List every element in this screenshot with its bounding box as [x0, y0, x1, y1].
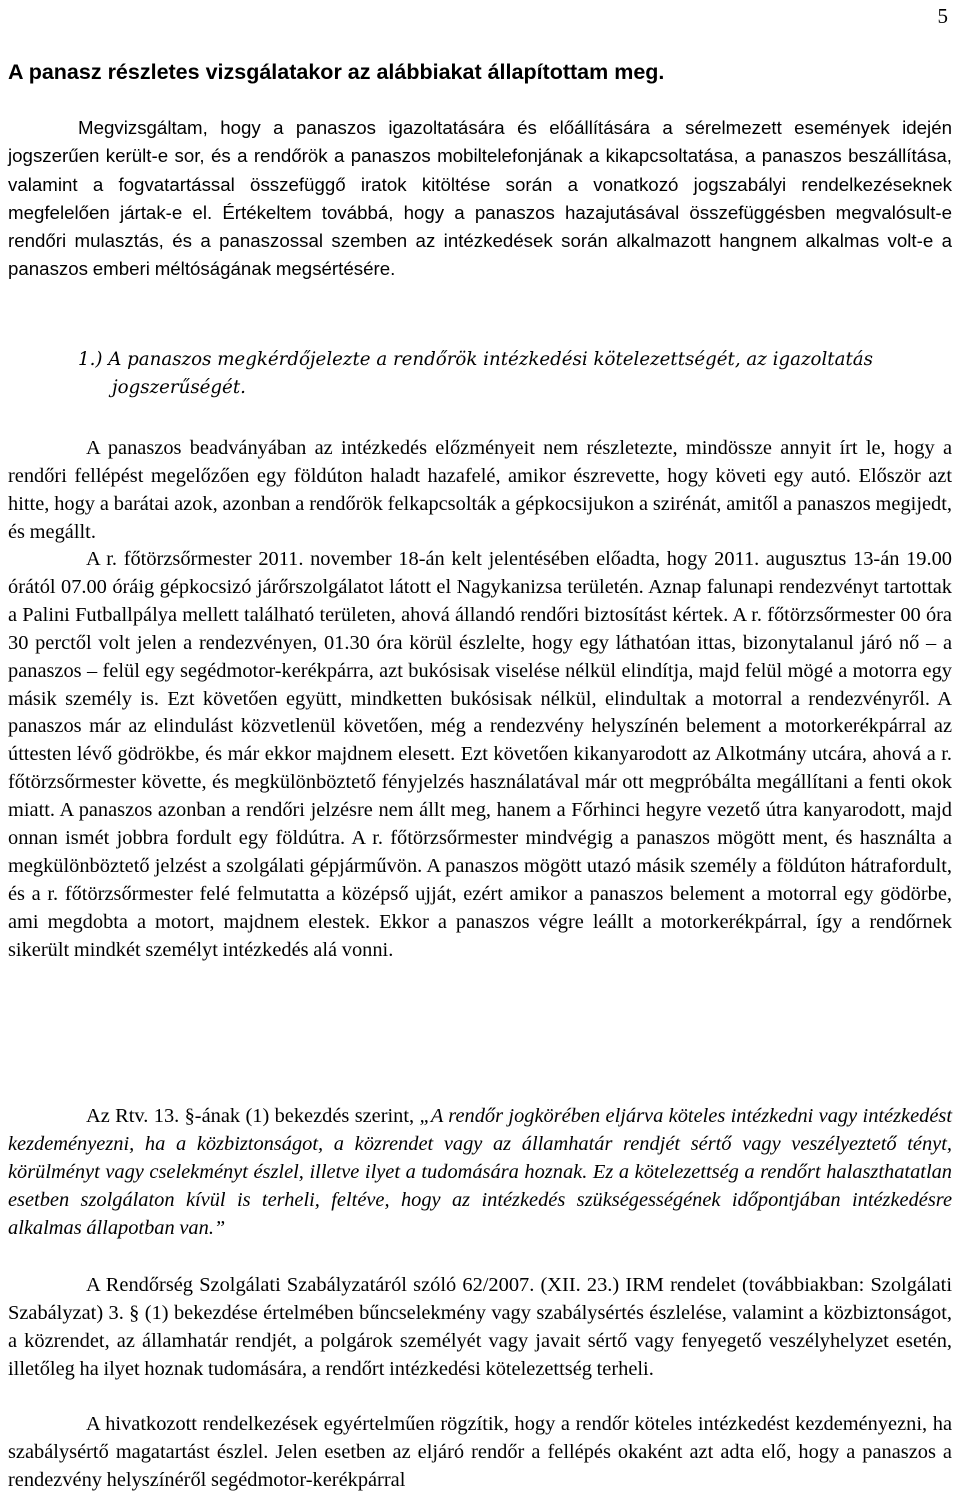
intro-paragraph: Megvizsgáltam, hogy a panaszos igazoltatására és előállítására a sérelmezett események idején jogszerűen került-e sor, és a rendőrök a panaszos mobiltelefonjának a kikapcsoltatása, a panaszos beszállítása, valamint a fogvatartással összefüggő iratok kitöltése során a vonatkozó jogszabályi rendelkezéseknek megfelelően jártak-e el. Értékeltem továbbá, hogy a panaszos hazajutásával összefüggésben megvalósult-e rendőri mulasztás, és a panaszossal szemben az intézkedések során alkalmazott hangnem alkalmas volt-e a panaszos emberi méltóságának megsértésére.: [8, 117, 952, 280]
body-paragraph-4: A Rendőrség Szolgálati Szabályzatáról szóló 62/2007. (XII. 23.) IRM rendelet (továbbiakban: Szolgálati Szabályzat) 3. § (1) bekezdése értelmében bűncselekmény vagy szabálysértés észlelése, valamint a közbiztonságot, a közrendet, az államhatár rendjét, a polgárok személyét vagy javait sértő vagy fenyegető veszélyhelyzet esetén, illetőleg ha ilyet hoznak tudomására, a rendőrt intézkedési kötelezettség terheli.: [8, 1274, 952, 1380]
body-paragraph-1: A panaszos beadványában az intézkedés előzményeit nem részletezte, mindössze annyit írt le, hogy a rendőri fellépést megelőzően egy földúton haladt hazafelé, amikor észrevette, hogy követi egy autó. Először azt hitte, hogy a barátai azok, azonban a rendőrök felkapcsolták a gépkocsijukon a szirénát, amitől a panaszos megijedt, és megállt.: [8, 437, 952, 543]
body-paragraph-5: A hivatkozott rendelkezések egyértelműen rögzítik, hogy a rendőr köteles intézkedést kezdeményezni, ha szabálysértő magatartást észlel. Jelen esetben az eljáró rendőr a fellépés okaként azt adta elő, hogy a panaszos a rendezvény helyszínéről segédmotor-kerékpárral: [8, 1413, 952, 1491]
body-paragraph-2: A r. főtörzsőrmester 2011. november 18-án kelt jelentésében előadta, hogy 2011. augusztus 13-án 19.00 órától 07.00 óráig gépkocsizó járőrszolgálatot látott el Nagykanizsa területén. Aznap falunapi rendezvényt tartottak a Palini Futballpálya mellett található területen, ahová állandó rendőri biztosítást kértek. A r. főtörzsőrmester 00 óra 30 perctől volt jelen a rendezvényen, 01.30 óra körül észlelte, hogy egy láthatóan ittas, bizonytalanul járó nő – a panaszos – felül egy segédmotor-kerékpárra, azt bukósisak viselése nélkül elindítja, majd felül mögé a motorra egy másik személy is. Ezt követően együtt, mindketten bukósisak nélkül, elindultak a motorral a rendezvényről. A panaszos már az elindulást közvetlenül követően, még a rendezvény helyszínén belement a motorkerékpárral az úttesten lévő gödrökbe, és már ekkor majdnem elesett. Ezt követően kikanyarodott az Alkotmány utcára, ahová a r. főtörzsőrmester követte, és megkülönböztető fényjelzés használatával már ott megpróbálta megállítani a fenti okok miatt. A panaszos azonban a rendőri jelzésre nem állt meg, hanem a Főrhinci hegyre vezető útra kanyarodott, majd onnan ismét jobbra fordult egy földútra. A r. főtörzsőrmester mindvégig a panaszos mögött ment, és használta a megkülönböztető jelzést a szolgálati gépjárművön. A panaszos mögött utazó másik személy a földúton hátrafordult, és a r. főtörzsőrmester felé felmutatta a középső ujját, ezért amikor a panaszos belement a motorral egy gödörbe, ami megdobta a motort, majdnem elestek. Ekkor a panaszos végre leállt a motorkerékpárral, így a rendőrnek sikerült mindkét személyt intézkedés alá vonni.: [8, 548, 952, 961]
section-title-line1: A panaszos megkérdőjelezte a rendőrök intézkedési kötelezettségét, az igazoltatás: [108, 349, 873, 370]
law-reference: Az Rtv. 13. §-ának (1) bekezdés szerint,: [86, 1105, 420, 1127]
section-heading: A panasz részletes vizsgálatakor az alábbiakat állapítottam meg.: [8, 60, 665, 84]
law-quote: „A rendőr jogkörében eljárva köteles intézkedni vagy intézkedést kezdeményezni, ha a közbiztonságot, a közrendet vagy az államhatár rendjét sértő vagy veszélyeztető tényt, körülményt vagy cselekményt észlel, illetve ilyet a tudomására hoznak. Ez a kötelezettség a rendőrt halaszthatatlan esetben szolgálaton kívül is terheli, feltéve, hogy az intézkedés szükségességének időpontjában intézkedésre alkalmas állapotban van.”: [8, 1105, 952, 1239]
section-number: 1.): [78, 349, 103, 370]
body-paragraph-3: [8, 1103, 952, 1243]
section-title-line2: jogszerűségét.: [112, 377, 246, 398]
page-number: 5: [937, 4, 948, 28]
numbered-section-title: [78, 346, 952, 402]
